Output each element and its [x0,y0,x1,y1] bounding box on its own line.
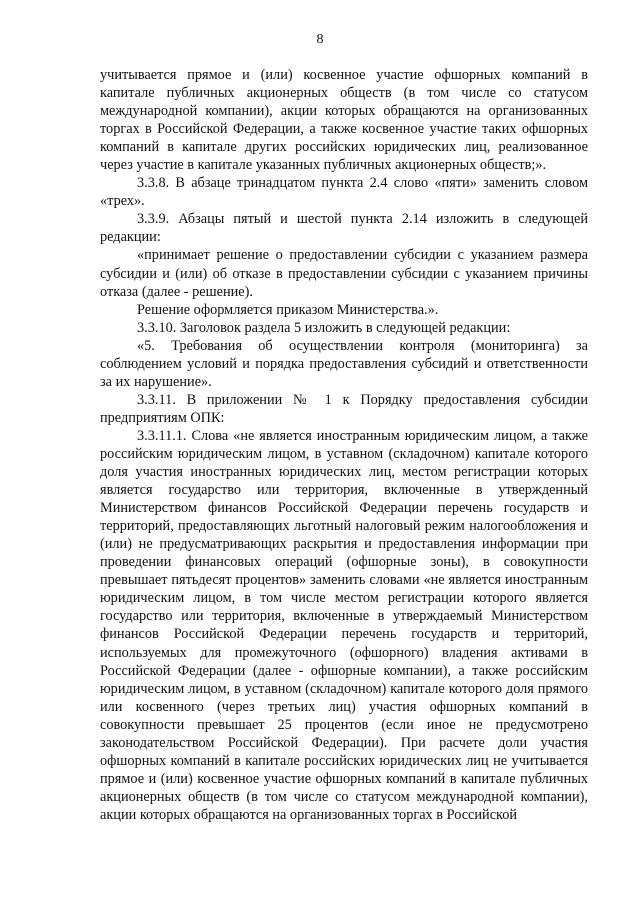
document-body [100,66,588,824]
paragraph-3-3-8: 3.3.8. В абзаце тринадцатом пункта 2.4 слово «пяти» заменить словом «трех». [100,175,588,210]
paragraph-quote-decision: «принимает решение о предоставлении субсидии с указанием размера субсидии и (или) об отказе в предоставлении субсидии с указанием причины отказа (далее - решение). [100,247,588,300]
paragraph-3-3-9: 3.3.9. Абзацы пятый и шестой пункта 2.14 изложить в следующей редакции: [100,211,588,246]
page-number: 8 [316,32,324,47]
paragraph-3-3-11: 3.3.11. В приложении № 1 к Порядку предоставления субсидии предприятиям ОПК: [100,391,588,426]
paragraph-3-3-11-1: 3.3.11.1. Слова «не является иностранным юридическим лицом, а также российским юридическим лицом, в уставном (складочном) капитале которого доля участия иностранных юридических лиц, местом регистрации которых является государство или территория, включенные в утвержденный Министерством финансов Российской Федерации перечень государств и территорий, предоставляющих льготный налоговый режим налогообложения и (или) не предусматривающих раскрытия и предоставления информации при проведении финансовых операций (офшорные зоны), в совокупности превышает пятьдесят процентов» заменить словами «не является иностранным юридическим лицом, в том числе местом регистрации которого является государство или территория, включенные в утверждаемый Министерством финансов Российской Федерации перечень государств и территорий, используемых для промежуточного (офшорного) владения активами в Российской Федерации (далее - офшорные компании), а также российским юридическим лицом, в уставном (складочном) капитале которого доля прямого или косвенного (через третьих лиц) участия офшорных компаний в совокупности превышает 25 процентов (если иное не предусмотрено законодательством Российской Федерации). При расчете доли участия офшорных компаний в капитале российских юридических лиц не учитывается прямое и (или) косвенное участие офшорных компаний в капитале публичных акционерных обществ (в том числе со статусом международной компании), акции которых обращаются на организованных торгах в Российской [100,427,588,823]
paragraph-order-ministry: Решение оформляется приказом Министерства.». [137,301,439,318]
paragraph-section-5-title: «5. Требования об осуществлении контроля (мониторинга) за соблюдением условий и порядка предоставления субсидий и ответственности за их нарушение». [100,337,588,390]
paragraph-3-3-10: 3.3.10. Заголовок раздела 5 изложить в следующей редакции: [137,319,511,336]
paragraph-continuation: учитывается прямое и (или) косвенное участие офшорных компаний в капитале публичных акционерных обществ (в том числе со статусом международной компании), акции которых обращаются на организованных торгах в Российской Федерации, а также косвенное участие таких офшорных компаний в капитале других российских юридических лиц, реализованное через участие в капитале указанных публичных акционерных обществ;». [100,67,588,174]
